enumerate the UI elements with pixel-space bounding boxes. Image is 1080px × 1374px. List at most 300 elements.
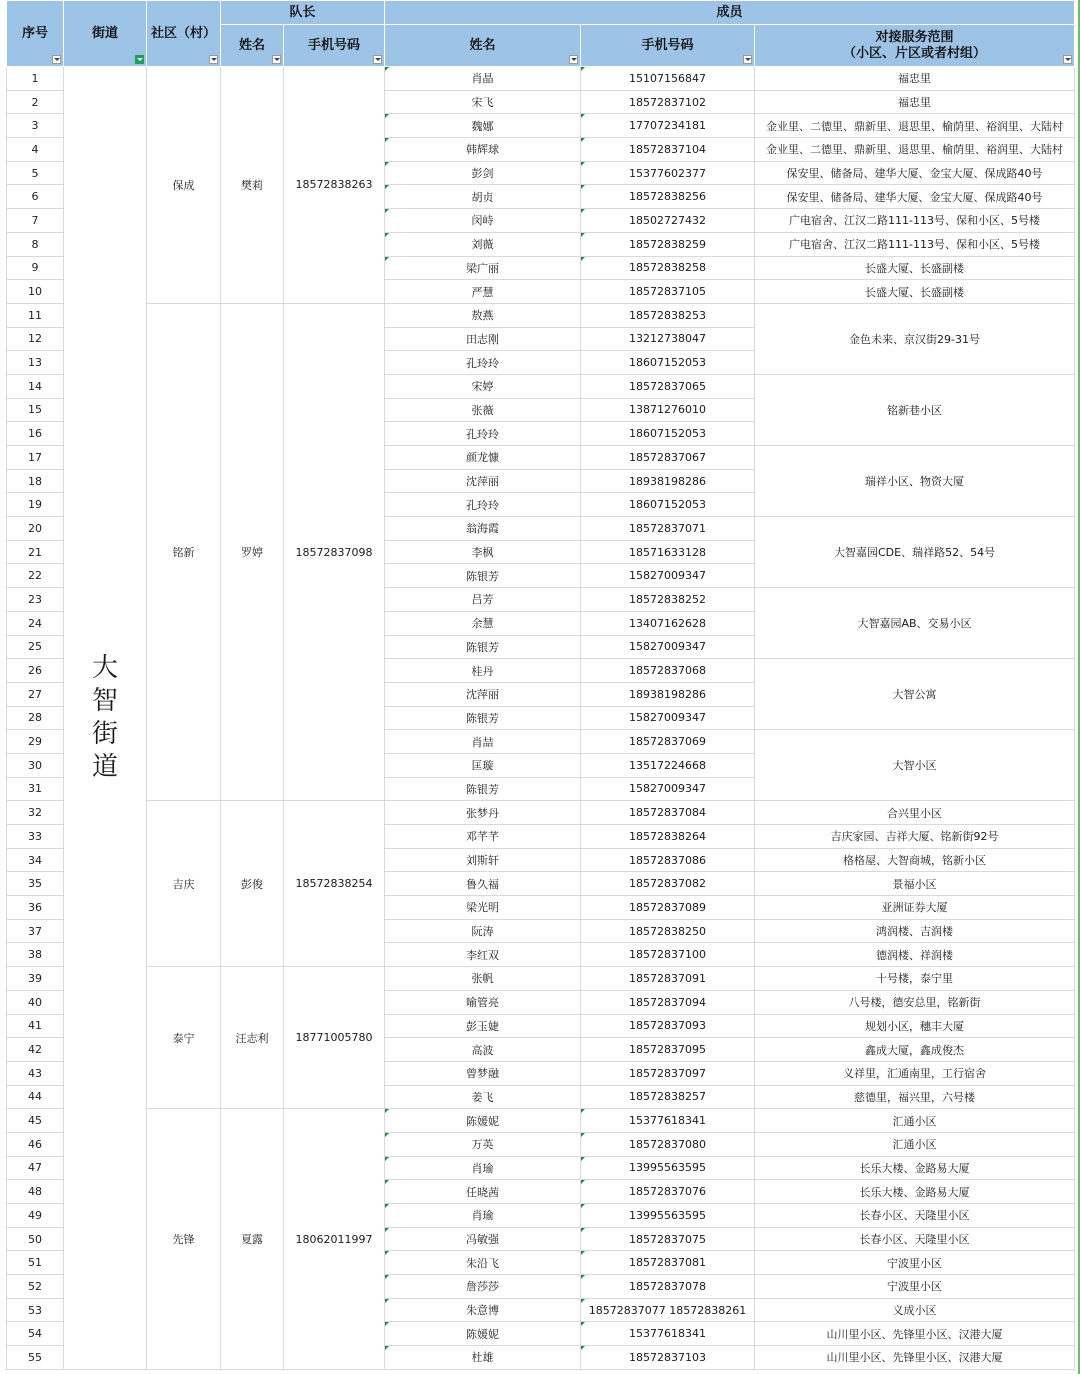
row-index[interactable]: 42 [7,1038,64,1062]
member-name-cell[interactable] [385,185,581,209]
cell-marker-icon [385,1346,389,1350]
cell-marker-icon [385,257,389,261]
row-index[interactable]: 8 [7,232,64,256]
member-phone-cell[interactable] [581,967,755,991]
member-scope-cell[interactable]: 长盛大厦、长盛副楼 [755,280,1075,304]
member-name: 刘斯轩 [466,854,500,868]
row-index[interactable]: 22 [7,564,64,588]
table-row[interactable] [7,1109,1075,1133]
row-index[interactable]: 53 [7,1298,64,1322]
row-index[interactable]: 33 [7,825,64,849]
row-index[interactable]: 55 [7,1346,64,1370]
member-scope-cell[interactable]: 长盛大厦、长盛副楼 [755,256,1075,280]
row-index[interactable]: 52 [7,1275,64,1299]
member-scope-cell[interactable]: 长乐大楼、金路易大厦 [755,1180,1075,1204]
cell-marker-icon [581,138,585,142]
member-phone-cell[interactable] [581,114,755,138]
member-phone-cell[interactable] [581,422,755,446]
member-name: 匡璇 [471,759,494,773]
row-index[interactable]: 16 [7,422,64,446]
member-phone-cell[interactable] [581,872,755,896]
member-name-cell[interactable] [385,1085,581,1109]
member-name-cell[interactable] [385,90,581,114]
member-name-cell[interactable] [385,848,581,872]
member-scope-cell[interactable]: 铭新巷小区 [755,374,1075,445]
member-name-cell[interactable] [385,682,581,706]
member-name-cell[interactable] [385,256,581,280]
member-phone-cell[interactable] [581,848,755,872]
member-phone-cell[interactable] [581,540,755,564]
member-phone-cell[interactable] [581,1109,755,1133]
member-phone: 18572838252 [629,592,706,606]
cell-marker-icon [581,1275,585,1279]
member-name: 李枫 [471,546,494,560]
row-index[interactable]: 3 [7,114,64,138]
filter-active-icon[interactable] [135,55,144,64]
row-index[interactable]: 19 [7,493,64,517]
cell-marker-icon [385,67,389,71]
cell-marker-icon [385,1228,389,1232]
filter-dropdown-icon[interactable] [1063,55,1072,64]
row-index[interactable]: 46 [7,1132,64,1156]
member-name-cell[interactable] [385,1014,581,1038]
header-index-label: 序号 [21,25,48,41]
header-captain-name-label: 姓名 [238,37,265,53]
row-index[interactable]: 32 [7,801,64,825]
community-cell[interactable]: 泰宁 [147,967,221,1109]
community-cell[interactable]: 保成 [147,67,221,304]
member-phone-cell[interactable] [581,374,755,398]
member-phone-cell[interactable] [581,706,755,730]
member-scope-cell[interactable]: 福忠里 [755,90,1075,114]
member-phone-cell[interactable] [581,896,755,920]
member-phone-cell[interactable] [581,777,755,801]
member-scope-cell[interactable]: 长春小区、天隆里小区 [755,1227,1075,1251]
member-phone-cell[interactable] [581,588,755,612]
member-name-cell[interactable] [385,374,581,398]
member-phone-cell[interactable] [581,138,755,162]
community-cell[interactable]: 先锋 [147,1109,221,1370]
member-scope-cell[interactable]: 金业里、二德里、鼎新里、退思里、榆荫里、裕润里、大陆村 [755,138,1075,162]
member-name-cell[interactable] [385,446,581,470]
member-phone-cell[interactable] [581,1038,755,1062]
filter-dropdown-icon[interactable] [373,55,382,64]
member-phone-cell[interactable] [581,1251,755,1275]
member-name-cell[interactable] [385,517,581,541]
member-scope-cell[interactable]: 长乐大楼、金路易大厦 [755,1156,1075,1180]
row-index[interactable]: 29 [7,730,64,754]
member-scope-cell[interactable]: 广电宿舍、江汉二路111-113号、保和小区、5号楼 [755,232,1075,256]
member-name-cell[interactable] [385,706,581,730]
member-scope-cell[interactable]: 规划小区，穗丰大厦 [755,1014,1075,1038]
member-name: 闵峙 [471,214,494,228]
member-scope-cell[interactable]: 八号楼，德安总里，铭新街 [755,990,1075,1014]
member-name-cell[interactable] [385,564,581,588]
member-phone: 13407162628 [629,616,706,630]
captain-name-cell[interactable]: 彭俊 [221,801,284,967]
member-name-cell[interactable] [385,1061,581,1085]
member-name-cell[interactable] [385,138,581,162]
member-phone-cell[interactable] [581,232,755,256]
table-row[interactable] [7,967,1075,991]
member-name: 陈银芳 [466,711,500,725]
member-scope-cell[interactable]: 义祥里，汇通南里，工行宿舍 [755,1061,1075,1085]
member-scope-cell[interactable]: 慈德里，福兴里，六号楼 [755,1085,1075,1109]
member-name-cell[interactable] [385,730,581,754]
member-name: 邓芊芊 [466,830,500,844]
captain-phone-cell[interactable]: 18572838254 [284,801,385,967]
member-scope-cell[interactable]: 义成小区 [755,1298,1075,1322]
member-phone: 15827009347 [629,711,706,725]
member-phone-cell[interactable] [581,919,755,943]
captain-name-cell[interactable]: 夏露 [221,1109,284,1370]
filter-dropdown-icon[interactable] [52,55,61,64]
member-phone-cell[interactable] [581,682,755,706]
member-name-cell[interactable] [385,1227,581,1251]
member-name: 陈银芳 [466,569,500,583]
row-index[interactable]: 28 [7,706,64,730]
member-scope-cell[interactable]: 保安里、储备局、建华大厦、金宝大厦、保成路40号 [755,161,1075,185]
member-name: 冯敏强 [466,1233,500,1247]
member-phone-cell[interactable] [581,161,755,185]
member-name: 陈银芳 [466,640,500,654]
member-scope-cell[interactable]: 大智小区 [755,730,1075,801]
member-name: 桂丹 [471,664,494,678]
row-index[interactable]: 27 [7,682,64,706]
member-phone-cell[interactable] [581,1322,755,1346]
row-index[interactable]: 43 [7,1061,64,1085]
member-scope-cell[interactable]: 鑫成大厦，鑫成俊杰 [755,1038,1075,1062]
filter-dropdown-icon[interactable] [209,55,218,64]
member-name-cell[interactable] [385,1038,581,1062]
row-index[interactable]: 12 [7,327,64,351]
member-phone: 13517224668 [629,758,706,772]
row-index[interactable]: 39 [7,967,64,991]
member-phone-cell[interactable] [581,327,755,351]
member-name-cell[interactable] [385,493,581,517]
cell-marker-icon [581,1157,585,1161]
member-phone-cell[interactable] [581,1061,755,1085]
member-scope-cell[interactable]: 保安里、储备局、建华大厦、金宝大厦、保成路40号 [755,185,1075,209]
member-phone-cell[interactable] [581,1085,755,1109]
member-phone-cell[interactable] [581,1204,755,1228]
member-phone-cell[interactable] [581,1132,755,1156]
member-phone-cell[interactable] [581,303,755,327]
member-name-cell[interactable] [385,209,581,233]
member-name-cell[interactable] [385,303,581,327]
member-phone-cell[interactable] [581,635,755,659]
member-phone-cell[interactable] [581,493,755,517]
row-index[interactable]: 20 [7,517,64,541]
member-name: 余慧 [471,617,494,631]
member-scope-cell[interactable]: 景福小区 [755,872,1075,896]
member-name: 李红双 [466,948,500,962]
member-name-cell[interactable] [385,1109,581,1133]
member-scope-cell[interactable]: 格格屋、大智商城，铭新小区 [755,848,1075,872]
row-index[interactable]: 14 [7,374,64,398]
member-name-cell[interactable] [385,398,581,422]
member-phone: 17707234181 [629,119,706,133]
header-member-name-label: 姓名 [469,37,496,53]
row-index[interactable]: 44 [7,1085,64,1109]
row-index[interactable]: 7 [7,209,64,233]
row-index[interactable]: 2 [7,90,64,114]
member-phone-cell[interactable] [581,446,755,470]
member-scope-cell[interactable]: 山川里小区、先锋里小区、汉港大厦 [755,1346,1075,1370]
captain-phone-cell[interactable]: 18572838263 [284,67,385,304]
member-phone-cell[interactable] [581,398,755,422]
member-phone-cell[interactable] [581,209,755,233]
member-phone-cell[interactable] [581,1227,755,1251]
community-cell[interactable]: 吉庆 [147,801,221,967]
member-phone-cell[interactable] [581,256,755,280]
member-name-cell[interactable] [385,990,581,1014]
member-phone: 18572838264 [629,829,706,843]
table-row[interactable] [7,303,1075,327]
member-name-cell[interactable] [385,1346,581,1370]
member-scope-cell[interactable]: 金业里、二德里、鼎新里、退思里、榆荫里、裕润里、大陆村 [755,114,1075,138]
member-phone-cell[interactable] [581,801,755,825]
row-index[interactable]: 15 [7,398,64,422]
row-index[interactable]: 11 [7,303,64,327]
member-phone: 18938198286 [629,687,706,701]
cell-marker-icon [385,1109,389,1113]
member-name-cell[interactable] [385,232,581,256]
member-name-cell[interactable] [385,872,581,896]
member-name-cell[interactable] [385,540,581,564]
cell-marker-icon [581,1133,585,1137]
member-name-cell[interactable] [385,801,581,825]
street-cell[interactable] [64,67,147,1370]
cell-marker-icon [581,185,585,189]
member-name: 孔玲玲 [466,498,500,512]
row-index[interactable]: 25 [7,635,64,659]
row-index[interactable]: 18 [7,469,64,493]
row-index[interactable]: 13 [7,351,64,375]
member-phone: 18572838253 [629,308,706,322]
row-index[interactable]: 17 [7,446,64,470]
member-scope-cell[interactable]: 吉庆家园、吉祥大厦、铭新街92号 [755,825,1075,849]
member-name-cell[interactable] [385,280,581,304]
member-name-cell[interactable] [385,659,581,683]
member-phone-cell[interactable] [581,564,755,588]
captain-phone-cell[interactable]: 18771005780 [284,967,385,1109]
member-name-cell[interactable] [385,67,581,91]
member-phone: 18572837105 [629,285,706,299]
member-name: 严慧 [471,285,494,299]
member-name-cell[interactable] [385,588,581,612]
member-scope-cell[interactable]: 长春小区、天隆里小区 [755,1204,1075,1228]
row-index[interactable]: 31 [7,777,64,801]
member-scope-cell[interactable]: 金色未来、京汉街29-31号 [755,303,1075,374]
member-name-cell[interactable] [385,1298,581,1322]
member-phone: 18572837089 [629,900,706,914]
row-index[interactable]: 49 [7,1204,64,1228]
member-phone-cell[interactable] [581,825,755,849]
member-phone-cell[interactable] [581,1298,755,1322]
member-scope-cell[interactable]: 汇通小区 [755,1109,1075,1133]
member-phone-cell[interactable] [581,659,755,683]
cell-marker-icon [385,1157,389,1161]
street-label: 大 智 街 道 [91,652,118,782]
member-name: 梁光明 [466,901,500,915]
cell-marker-icon [385,162,389,166]
captain-name-cell[interactable]: 罗婷 [221,303,284,800]
row-index[interactable]: 41 [7,1014,64,1038]
row-index[interactable]: 35 [7,872,64,896]
member-phone: 18572837081 [629,1256,706,1270]
member-name: 曾梦融 [466,1067,500,1081]
member-name-cell[interactable] [385,753,581,777]
member-name: 彭玉婕 [466,1019,500,1033]
member-name: 颜龙慷 [466,451,500,465]
member-scope-cell[interactable]: 鸿润楼、吉润楼 [755,919,1075,943]
row-index[interactable]: 6 [7,185,64,209]
member-name-cell[interactable] [385,1251,581,1275]
member-phone-cell[interactable] [581,611,755,635]
member-name-cell[interactable] [385,635,581,659]
member-phone-cell[interactable] [581,351,755,375]
member-name-cell[interactable] [385,1322,581,1346]
member-phone-cell[interactable] [581,90,755,114]
member-name-cell[interactable] [385,943,581,967]
member-phone-cell[interactable] [581,517,755,541]
member-phone: 18572837094 [629,995,706,1009]
member-scope-cell[interactable]: 宁波里小区 [755,1275,1075,1299]
row-index[interactable]: 5 [7,161,64,185]
row-index[interactable]: 26 [7,659,64,683]
row-index[interactable]: 21 [7,540,64,564]
member-phone-cell[interactable] [581,1180,755,1204]
captain-name-cell[interactable]: 樊莉 [221,67,284,304]
member-name-cell[interactable] [385,469,581,493]
member-phone: 18572837078 [629,1279,706,1293]
row-index[interactable]: 36 [7,896,64,920]
member-name: 杜雄 [471,1351,494,1365]
captain-phone-cell[interactable]: 18062011997 [284,1109,385,1370]
member-scope-cell[interactable]: 大智嘉园CDE、瑞祥路52、54号 [755,517,1075,588]
member-scope-cell[interactable]: 德润楼、祥润楼 [755,943,1075,967]
row-index[interactable]: 50 [7,1227,64,1251]
member-phone-cell[interactable] [581,1014,755,1038]
row-index[interactable]: 38 [7,943,64,967]
row-index[interactable]: 34 [7,848,64,872]
member-name: 梁广丽 [466,261,500,275]
row-index[interactable]: 54 [7,1322,64,1346]
member-name-cell[interactable] [385,161,581,185]
member-phone: 13995563595 [629,1208,706,1222]
row-index[interactable]: 48 [7,1180,64,1204]
member-scope-cell[interactable]: 亚洲证券大厦 [755,896,1075,920]
member-phone-cell[interactable] [581,990,755,1014]
member-scope-cell[interactable]: 汇通小区 [755,1132,1075,1156]
member-name-cell[interactable] [385,919,581,943]
row-index[interactable]: 45 [7,1109,64,1133]
community-cell[interactable]: 铭新 [147,303,221,800]
member-phone-cell[interactable] [581,753,755,777]
row-index[interactable]: 23 [7,588,64,612]
member-scope-cell[interactable]: 宁波里小区 [755,1251,1075,1275]
member-name-cell[interactable] [385,1156,581,1180]
member-name: 彭剑 [471,167,494,181]
member-scope-cell[interactable]: 广电宿舍、江汉二路111-113号、保和小区、5号楼 [755,209,1075,233]
header-community [147,1,221,67]
member-name: 阮涛 [471,925,494,939]
row-index[interactable]: 30 [7,753,64,777]
member-phone-cell[interactable] [581,730,755,754]
member-scope-cell[interactable]: 合兴里小区 [755,801,1075,825]
member-phone: 18572837080 [629,1137,706,1151]
cell-marker-icon [581,1109,585,1113]
member-name-cell[interactable] [385,825,581,849]
member-phone: 18607152053 [629,356,706,370]
row-index[interactable]: 9 [7,256,64,280]
member-phone: 18607152053 [629,498,706,512]
member-name-cell[interactable] [385,327,581,351]
filter-dropdown-icon[interactable] [272,55,281,64]
member-scope-cell[interactable]: 山川里小区、先锋里小区、汉港大厦 [755,1322,1075,1346]
member-phone-cell[interactable] [581,469,755,493]
member-scope-cell[interactable]: 大智公寓 [755,659,1075,730]
member-scope-cell[interactable]: 十号楼，泰宁里 [755,967,1075,991]
row-index[interactable]: 1 [7,67,64,91]
member-name-cell[interactable] [385,1180,581,1204]
row-index[interactable]: 4 [7,138,64,162]
row-index[interactable]: 40 [7,990,64,1014]
filter-dropdown-icon[interactable] [569,55,578,64]
member-name-cell[interactable] [385,1132,581,1156]
member-name-cell[interactable] [385,611,581,635]
member-name: 陈媛妮 [466,1327,500,1341]
filter-dropdown-icon[interactable] [743,55,752,64]
header-member-phone-label: 手机号码 [641,37,694,53]
member-phone-cell[interactable] [581,185,755,209]
row-index[interactable]: 37 [7,919,64,943]
member-name-cell[interactable] [385,1275,581,1299]
row-index[interactable]: 47 [7,1156,64,1180]
table-row[interactable] [7,67,1075,91]
cell-marker-icon [581,162,585,166]
table-row[interactable] [7,801,1075,825]
captain-name-cell[interactable]: 汪志利 [221,967,284,1109]
member-scope-cell[interactable]: 福忠里 [755,67,1075,91]
member-name-cell[interactable] [385,896,581,920]
member-phone-cell[interactable] [581,1346,755,1370]
member-phone-cell[interactable] [581,943,755,967]
member-phone: 18572837082 [629,877,706,891]
member-phone: 15377618341 [629,1114,706,1128]
member-phone-cell[interactable] [581,1275,755,1299]
member-phone: 13212738047 [629,332,706,346]
row-index[interactable]: 24 [7,611,64,635]
member-name-cell[interactable] [385,1204,581,1228]
member-name-cell[interactable] [385,967,581,991]
row-index[interactable]: 51 [7,1251,64,1275]
member-name-cell[interactable] [385,351,581,375]
member-phone: 18572837084 [629,806,706,820]
cell-marker-icon [581,1346,585,1350]
captain-phone-cell[interactable]: 18572837098 [284,303,385,800]
member-phone-cell[interactable] [581,67,755,91]
row-index[interactable]: 10 [7,280,64,304]
member-scope-cell[interactable]: 大智嘉园AB、交易小区 [755,588,1075,659]
member-phone-cell[interactable] [581,280,755,304]
member-name-cell[interactable] [385,114,581,138]
member-phone-cell[interactable] [581,1156,755,1180]
member-name-cell[interactable] [385,777,581,801]
member-scope-cell[interactable]: 瑞祥小区、物资大厦 [755,446,1075,517]
member-name-cell[interactable] [385,422,581,446]
